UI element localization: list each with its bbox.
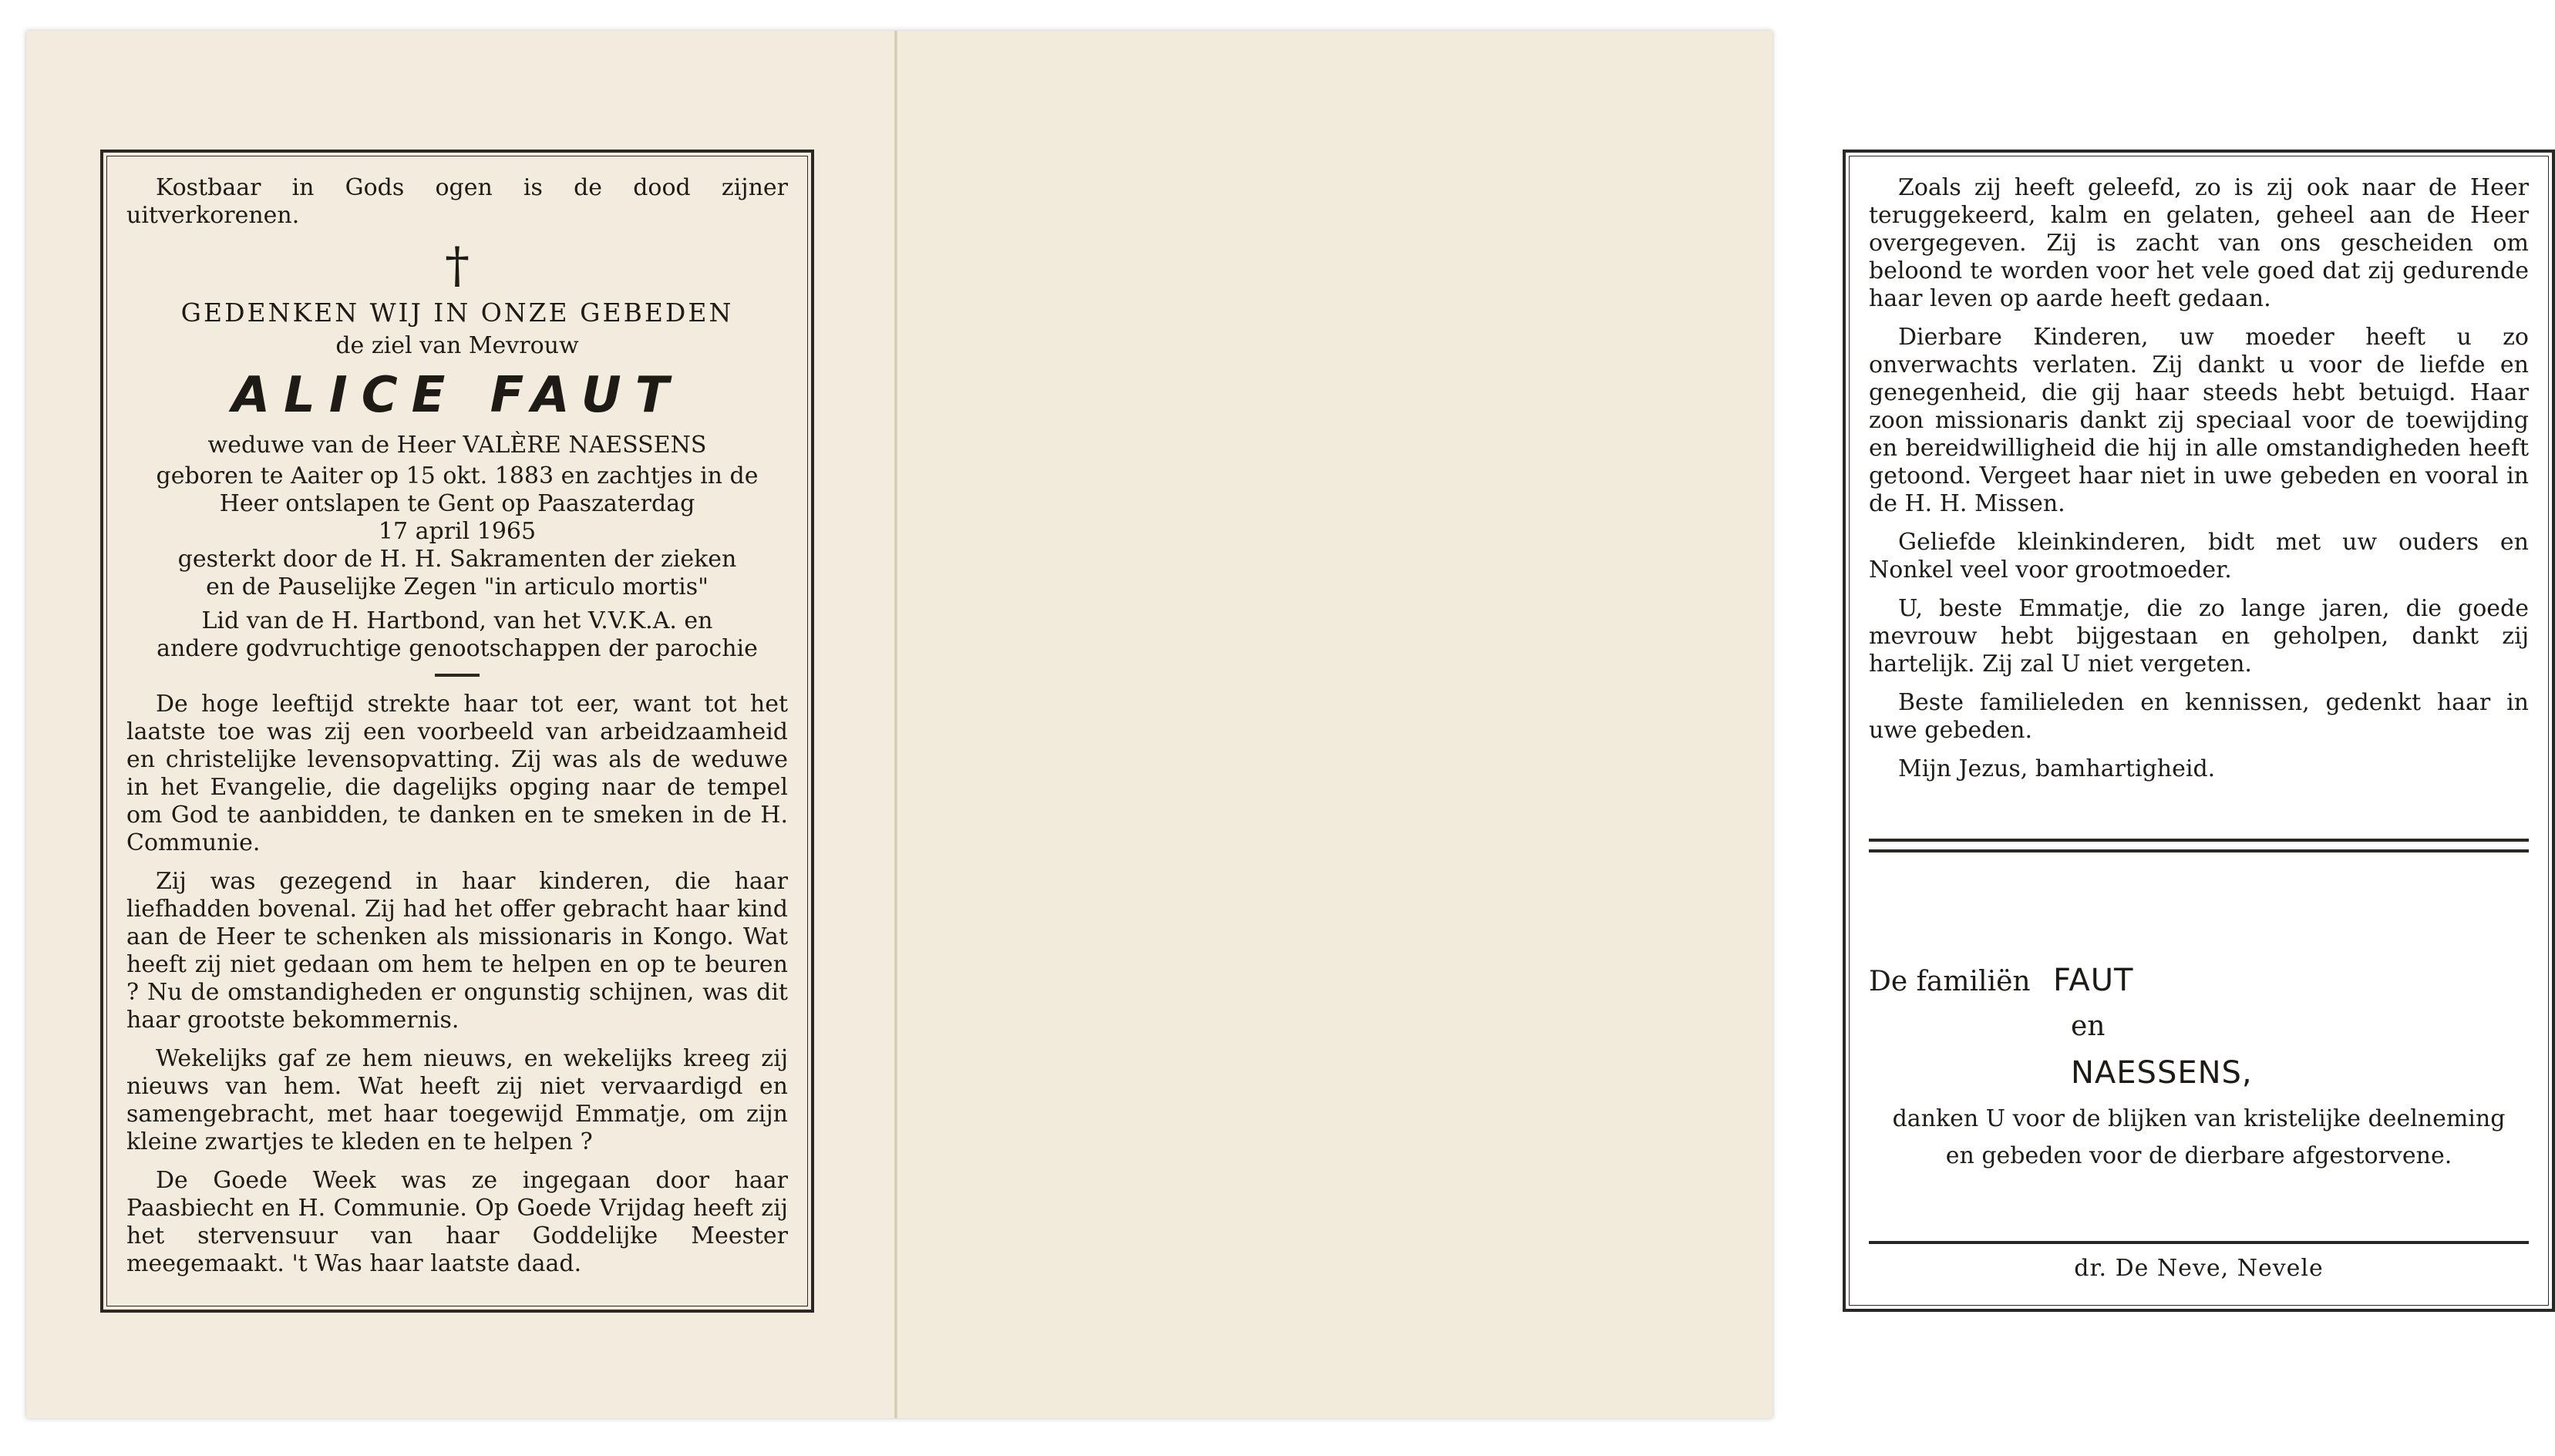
families-prefix: De familiën: [1869, 966, 2031, 997]
epigraph: Kostbaar in Gods ogen is de dood zijner uitverkorenen.: [126, 174, 788, 229]
divider: [1869, 1241, 2529, 1244]
right-page: [897, 31, 2529, 1418]
member-line: Lid van de H. Hartbond, van het V.V.K.A. en: [201, 607, 713, 634]
thanks-block: [1869, 1101, 2529, 1175]
printer-credit: dr. De Neve, Nevele: [2074, 1255, 2324, 1282]
paragraph: Zij was gezegend in haar kinderen, die haar liefhadden bovenal. Zij had het offer gebracht haar kind aan de Heer te schenken als missionaris in Kongo. Wat heeft zij niet gedaan om hem te helpen en op te beuren ? Nu de omstandigheden er ongunstig schijnen, was dit haar grootste bekommernis.: [126, 868, 788, 1034]
membership-block: [126, 607, 788, 663]
paragraph: Dierbare Kinderen, uw moeder heeft u zo onverwachts verlaten. Zij dankt u voor de liefde en genegenheid, die gij haar steeds hebt betuigd. Haar zoon missionaris dankt zij speciaal voor de toewijding en bereidwilligheid die hij in alle omstandigheden heeft getoond. Vergeet haar niet in uwe gebeden en vooral in de H. H. Missen.: [1869, 324, 2529, 517]
memorial-card: [26, 31, 2529, 1418]
right-frame: [1843, 150, 2555, 1312]
birth-line: en de Pauselijke Zegen "in articulo mortis": [206, 573, 709, 600]
thanks-line: en gebeden voor de dierbare afgestorvene.: [1945, 1142, 2452, 1169]
families-line: [1869, 963, 2133, 999]
widow-line: weduwe van de Heer VALÈRE NAESSENS: [207, 432, 707, 459]
divider: [435, 674, 480, 677]
birth-line: 17 april 1965: [378, 518, 537, 545]
paragraph: Zoals zij heeft geleefd, zo is zij ook naar de Heer teruggekeerd, kalm en gelaten, geheel aan de Heer overgegeven. Zij is zacht van ons gescheiden om beloond te worden voor het vele goed dat zij gedurende haar leven op aarde heeft gedaan.: [1869, 174, 2529, 312]
subheading: de ziel van Mevrouw: [335, 332, 579, 359]
heading: GEDENKEN WIJ IN ONZE GEBEDEN: [180, 298, 734, 328]
thanks-line: danken U voor de blijken van kristelijke deelneming: [1892, 1105, 2506, 1132]
paragraph: Wekelijks gaf ze hem nieuws, en wekelijks kreeg zij nieuws van hem. Wat heeft zij niet vervaardigd en samengebracht, met haar toegewijd Emmatje, om zijn kleine zwartjes te kleden en te helpen ?: [126, 1045, 788, 1155]
paragraph: U, beste Emmatje, die zo lange jaren, die goede mevrouw hebt bijgestaan en geholpen, dankt zij hartelijk. Zij zal U niet vergeten.: [1869, 595, 2529, 678]
birth-line: geboren te Aaiter op 15 okt. 1883 en zachtjes in de: [156, 462, 759, 489]
conjunction: en: [2071, 1010, 2106, 1042]
cross-icon: †: [445, 237, 470, 294]
birth-block: [126, 462, 788, 601]
double-divider: [1869, 839, 2529, 852]
member-line: andere godvruchtige genootschappen der parochie: [157, 635, 758, 662]
paragraph: De Goede Week was ze ingegaan door haar Paasbiecht en H. Communie. Op Goede Vrijdag heeft zij het stervensuur van haar Goddelijke Meester meegemaakt. 't Was haar laatste daad.: [126, 1167, 788, 1277]
family-faut: FAUT: [2053, 963, 2134, 998]
deceased-name: ALICE FAUT: [231, 367, 683, 424]
left-page: [26, 31, 894, 1418]
paragraph: Beste familieleden en kennissen, gedenkt haar in uwe gebeden.: [1869, 689, 2529, 744]
paragraph: Mijn Jezus, bamhartigheid.: [1898, 755, 2216, 782]
family-naessens: NAESSENS,: [2071, 1055, 2253, 1091]
birth-line: gesterkt door de H. H. Sakramenten der zieken: [177, 546, 737, 573]
birth-line: Heer ontslapen te Gent op Paaszaterdag: [219, 490, 695, 517]
paragraph: De hoge leeftijd strekte haar tot eer, want tot het laatste toe was zij een voorbeeld van arbeidzaamheid en christelijke levensopvatting. Zij was als de weduwe in het Evangelie, die dagelijks opging naar de tempel om God te aanbidden, te danken en te smeken in de H. Communie.: [126, 691, 788, 856]
left-frame: [100, 150, 814, 1313]
paragraph: Geliefde kleinkinderen, bidt met uw ouders en Nonkel veel voor grootmoeder.: [1869, 529, 2529, 583]
